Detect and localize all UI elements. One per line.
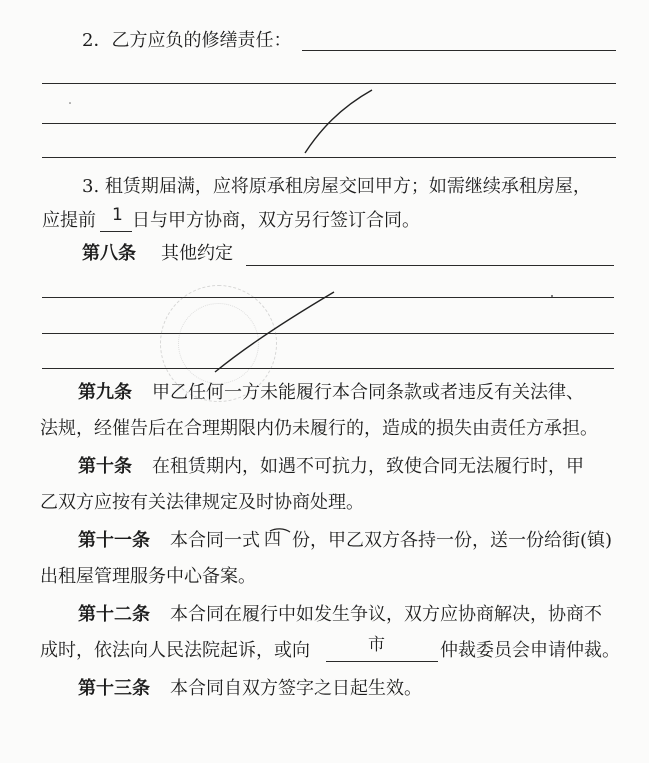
- clause-7-2-text: 2．乙方应负的修缮责任：: [82, 30, 292, 51]
- clause-7-3-line1: 3. 租赁期届满，应将原承租房屋交回甲方；如需继续承租房屋，: [82, 176, 591, 197]
- blank-line: [42, 123, 616, 124]
- article-10-title: 第十条: [78, 456, 132, 477]
- blank-line: [42, 83, 616, 84]
- blank-line: [42, 297, 614, 298]
- article-11-line2: 出租屋管理服务中心备案。: [40, 566, 256, 587]
- article-12-line2-a: 成时，依法向人民法院起诉，或向: [40, 640, 310, 661]
- article-10-line2: 乙双方应按有关法律规定及时协商处理。: [40, 492, 364, 513]
- blank-line: [246, 265, 614, 266]
- article-12-line1: 本合同在履行中如发生争议，双方应协商解决，协商不: [170, 604, 602, 625]
- city-blank: [326, 661, 438, 662]
- article-11-line1-b: 份，甲乙双方各持一份，送一份给街(镇): [292, 530, 613, 551]
- article-11-title: 第十一条: [78, 530, 150, 551]
- blank-line: [42, 333, 614, 334]
- article-11-line1-a: 本合同一式: [170, 530, 260, 551]
- blank-line: [42, 368, 614, 369]
- article-12-title: 第十二条: [78, 604, 150, 625]
- article-9-title: 第九条: [78, 382, 132, 403]
- article-12-line2-b: 仲裁委员会申请仲裁。: [440, 640, 620, 661]
- blank-line: [42, 157, 616, 158]
- blank-line: [302, 50, 616, 51]
- speck: [69, 102, 71, 104]
- clause-7-3-line2-a: 应提前: [42, 210, 96, 231]
- clause-7-3-line2-b: 日与甲方协商，双方另行签订合同。: [132, 210, 420, 231]
- days-blank: [100, 231, 132, 232]
- article-8-text: 其他约定: [161, 243, 233, 264]
- strike-stroke-7-2: [305, 90, 372, 153]
- article-9-line2: 法规，经催告后在合理期限内仍未履行的，造成的损失由责任方承担。: [40, 418, 598, 439]
- handwritten-copies: 四: [264, 530, 281, 550]
- article-10-line1: 在租赁期内，如遇不可抗力，致使合同无法履行时，甲: [152, 456, 584, 477]
- article-8-title: 第八条: [82, 243, 136, 264]
- article-9-line1: 甲乙任何一方未能履行本合同条款或者违反有关法律、: [152, 382, 584, 403]
- handwritten-days: 1: [112, 205, 123, 225]
- faint-stamp-inner: [178, 303, 259, 384]
- handwritten-city: 市: [368, 635, 385, 655]
- article-13-text: 本合同自双方签字之日起生效。: [170, 678, 422, 699]
- article-13-title: 第十三条: [78, 678, 150, 699]
